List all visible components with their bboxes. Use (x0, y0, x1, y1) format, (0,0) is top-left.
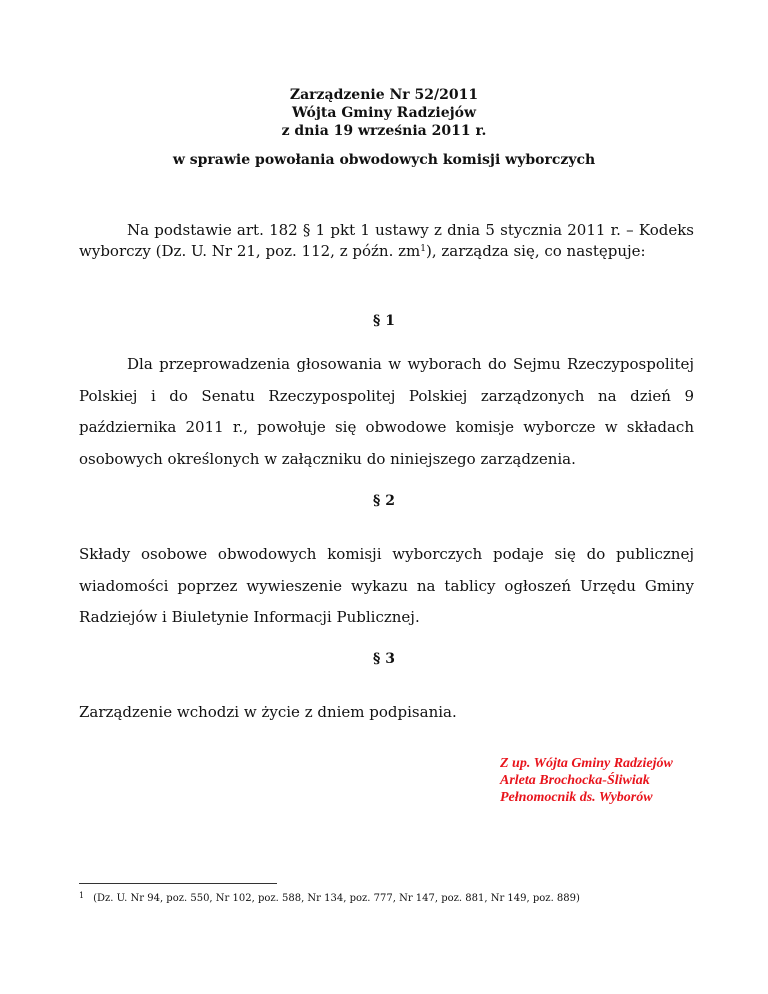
footnote-reference: 1 (420, 244, 426, 254)
document-subject: w sprawie powołania obwodowych komisji wyborczych (172, 152, 596, 168)
section-2-text: Składy osobowe obwodowych komisji wyborczych podaje się do publicznej wiadomości poprzez wywieszenie wykazu na tablicy ogłoszeń Urzędu Gminy Radziejów i Biuletynie Informacji Publicznej. (79, 545, 694, 626)
footnote (79, 889, 580, 905)
section-1-text: Dla przeprowadzenia głosowania w wyborach do Sejmu Rzeczypospolitej Polskiej i do Senatu Rzeczypospolitej Polskiej zarządzonych na dzień 9 października 2011 r., powołuje się obwodowe komisje wyborcze w składach osobowych określonych w załączniku do niniejszego zarządzenia. (79, 355, 694, 468)
header-title: Zarządzenie Nr 52/2011 (289, 87, 479, 103)
section-2-title: § 2 (373, 493, 395, 509)
section-1-title: § 1 (373, 313, 395, 329)
header-issuer: Wójta Gminy Radziejów (291, 105, 477, 121)
footnote-text: (Dz. U. Nr 94, poz. 550, Nr 102, poz. 588, Nr 134, poz. 777, Nr 147, poz. 881, Nr 149, poz. 889) (93, 893, 580, 904)
intro-paragraph (79, 220, 694, 262)
section-3-title: § 3 (373, 651, 395, 667)
signature-role: Pełnomocnik ds. Wyborów (500, 790, 653, 805)
signature-name: Arleta Brochocka-Śliwiak (500, 773, 650, 788)
document-header (0, 86, 768, 140)
header-date: z dnia 19 września 2011 r. (281, 123, 487, 139)
footnote-divider (79, 883, 277, 884)
signature-authority: Z up. Wójta Gminy Radziejów (500, 756, 673, 771)
section-3-text: Zarządzenie wchodzi w życie z dniem podpisania. (79, 703, 457, 721)
footnote-marker: 1 (79, 891, 85, 900)
intro-text-before: Na podstawie art. 182 § 1 pkt 1 ustawy z dnia 5 stycznia 2011 r. – Kodeks wyborczy (Dz. U. Nr 21, poz. 112, z późn. zm (79, 221, 694, 260)
intro-text-after: ), zarządza się, co następuje: (425, 242, 646, 260)
signature-block (500, 755, 673, 806)
